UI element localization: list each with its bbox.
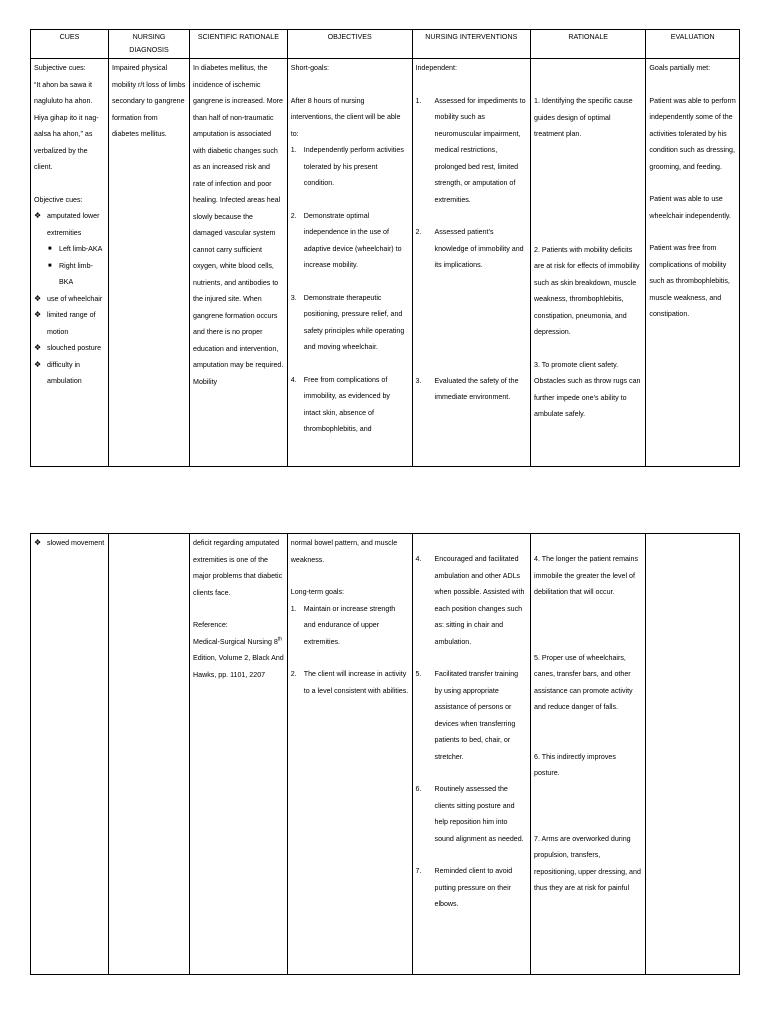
list-item: 4. Encouraged and facilitated ambulation and other ADLs when possible. Assisted with each position changes such as: sitting in chair and ambulation. [415,555,525,646]
objective-cues-label: Objective cues: [34,195,83,204]
cues-cell [31,534,109,975]
nursing-diagnosis-text: Impaired physical mobility r/t loss of limbs secondary to gangrene formation from diabetes mellitus. [111,64,186,138]
list-item: 1. Independently perform activities tolerated by his present condition. [290,146,404,187]
subjective-cues-label: Subjective cues: [34,64,86,72]
objectives-cell [287,59,412,467]
list-item: 6. Routinely assessed the clients sitting posture and help reposition him into sound alignment as needed. [415,785,524,843]
subjective-cues-text: “It ahon ba sawa it nagluluto ha ahon. Hiya gihap ito it nag-aalsa ha ahon,” as verbalized by the client. [34,80,99,171]
list-item: ❖ use of wheelchair [34,291,105,308]
list-item: 5. Facilitated transfer training by using appropriate assistance of persons or devices when transferring patients to bed, chair, or stretcher. [415,670,519,761]
diamond-bullet-icon: ❖ [34,359,42,369]
rationale-item: 6. This indirectly improves posture. [534,752,616,777]
care-plan-table-page2 [30,533,740,975]
list-item: 3. Evaluated the safety of the immediate environment. [415,376,519,401]
list-item: 1. Maintain or increase strength and endurance of upper extremities. [290,604,396,646]
objectives-cell [287,534,412,975]
rationale-cell [531,59,646,467]
content-row [31,534,740,975]
rationale-cell [531,534,646,975]
list-item: 2. Assessed patient’s knowledge of immobility and its implications. [415,228,524,269]
reference-text: Medical-Surgical Nursing 8th Edition, Volume 2, Black And Hawks, pp. 1101, 2207 [193,636,284,679]
list-item: ❖ slouched posture [34,340,105,357]
square-bullet-icon: ■ [48,246,52,252]
independent-label: Independent: [415,64,457,72]
rationale-item: 7. Arms are overworked during propulsion, transfers, repositioning, upper dressing, and thus they are at risk for painful [534,834,641,892]
objective-cues-list [34,208,105,390]
header-evaluation: EVALUATION [646,30,740,59]
list-item: ❖ limited range of motion [34,307,105,340]
rationale-item: 3. To promote client safety. Obstacles such as throw rugs can further impede one’s ability to ambulate safely. [534,360,641,418]
header-objectives: OBJECTIVES [287,30,412,59]
rationale-item: 4. The longer the patient remains immobile the greater the level of debilitation that will occur. [534,555,638,596]
header-nursing-diagnosis: NURSING DIAGNOSIS [108,30,189,59]
list-item: ❖ amputated lower extremities [34,208,105,241]
list-item: 2. Demonstrate optimal independence in the use of adaptive device (wheelchair) to increase mobility. [290,211,402,269]
evaluation-item: Patient was able to use wheelchair independently. [649,195,731,220]
scientific-rationale-cell [190,59,288,467]
header-rationale: RATIONALE [531,30,646,59]
evaluation-cell [646,534,740,975]
list-item: 1. Assessed for impediments to mobility such as neuromuscular impairment, medical restrictions, prolonged bed rest, limited strength, or amputation of extremities. [415,96,526,204]
scientific-rationale-text: deficit regarding amputated extremities is one of the major problems that diabetic clients face. [193,539,283,597]
list-subitem: ■ Left limb-AKA [34,241,105,258]
list-item: 3. Demonstrate therapeutic positioning, pressure relief, and safety principles while operating and moving wheelchair. [290,293,405,351]
diamond-bullet-icon: ❖ [34,343,42,352]
evaluation-item: Patient was free from complications of mobility such as thrombophlebitis, muscle weakness, and constipation. [649,244,730,318]
header-cues: CUES [31,30,109,59]
diamond-bullet-icon: ❖ [34,310,42,319]
header-scientific-rationale: SCIENTIFIC RATIONALE [190,30,288,59]
diamond-bullet-icon: ❖ [34,211,42,220]
interventions-cell [412,534,531,975]
evaluation-cell [646,59,740,467]
nursing-diagnosis-cell [108,534,189,975]
list-item: 7. Reminded client to avoid putting pressure on their elbows. [415,867,513,908]
interventions-cell [412,59,531,467]
header-row [31,30,740,59]
short-goals-label: Short-goals: [290,64,330,72]
reference-label: Reference: [193,621,228,629]
objectives-continued: normal bowel pattern, and muscle weakness. [290,539,398,564]
list-item: 2. The client will increase in activity to a level consistent with abilities. [290,670,409,695]
cues-cell [31,59,109,467]
diamond-bullet-icon: ❖ [34,538,42,547]
goals-met-label: Goals partially met: [649,64,711,72]
list-subitem: ■ Right limb-BKA [34,258,105,291]
long-term-goals-label: Long-term goals: [290,588,344,596]
scientific-rationale-cell [190,534,288,975]
header-nursing-interventions: NURSING INTERVENTIONS [412,30,531,59]
rationale-item: 1. Identifying the specific cause guides design of optimal treatment plan. [534,97,633,138]
content-row [31,59,740,467]
rationale-item: 5. Proper use of wheelchairs, canes, transfer bars, and other assistance can promote activity and reduce danger of falls. [534,653,633,711]
scientific-rationale-text: In diabetes mellitus, the incidence of ischemic gangrene is increased. More than half of non-traumatic amputation is associated with diabetic changes such as an increased risk and rate of infection and poor healing. Infected areas heal slowly because the damaged vascular system cannot carry sufficient oxygen, white blood cells, nutrients, and antibodies to the injured site. When gangrene formation occurs and there is no proper education and intervention, amputation may be required. Mobility [193,64,284,386]
nursing-diagnosis-cell [108,59,189,467]
list-item: 4. Free from complications of immobility, as evidenced by intact skin, absence of thrombophlebitis, and [290,375,390,433]
list-item: ❖ difficulty in ambulation [34,357,105,390]
care-plan-table-page1 [30,29,740,467]
square-bullet-icon: ■ [48,262,52,269]
evaluation-item: Patient was able to perform independently some of the activities tolerated by his condition such as dressing, grooming, and feeding. [649,96,736,171]
diamond-bullet-icon: ❖ [34,293,42,303]
list-item: ❖ slowed movement [34,535,105,552]
objectives-intro: After 8 hours of nursing interventions, the client will be able to: [290,96,401,138]
rationale-item: 2. Patients with mobility deficits are at risk for effects of immobility such as skin breakdown, muscle weakness, thrombophlebitis, constipation, pneumonia, and depression. [534,245,640,336]
